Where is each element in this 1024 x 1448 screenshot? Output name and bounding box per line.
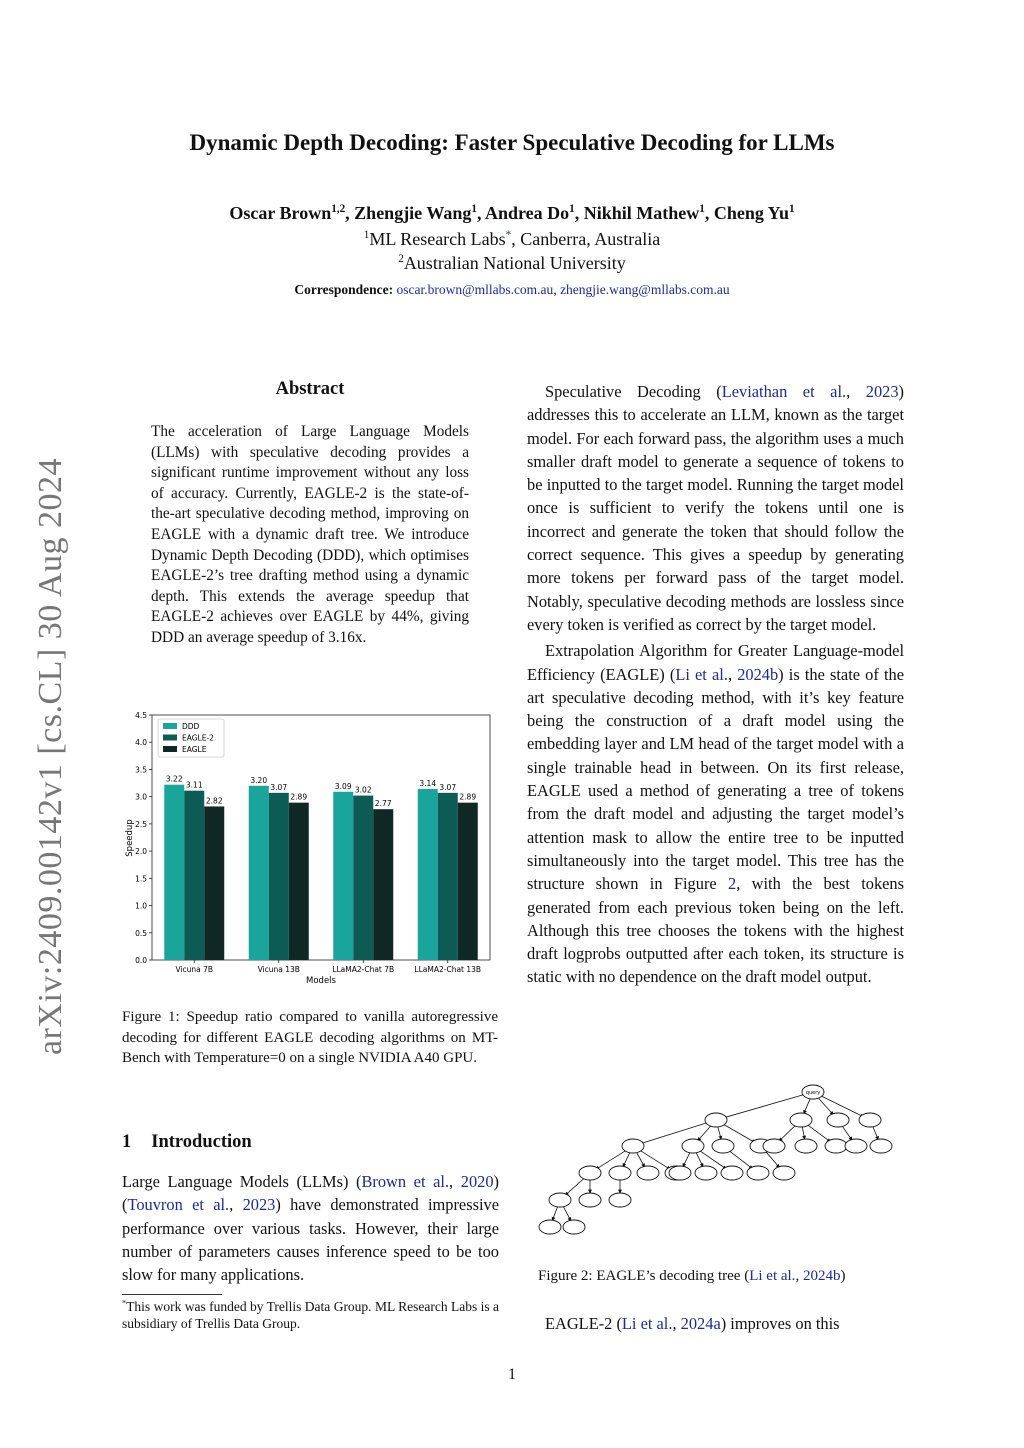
y-tick-label: 2.0 bbox=[135, 847, 147, 857]
tree-edge bbox=[802, 1126, 805, 1139]
right-column-text bbox=[527, 380, 904, 989]
email-link-2[interactable]: zhengjie.wang@mllabs.com.au bbox=[560, 282, 730, 297]
tree-node bbox=[773, 1166, 795, 1180]
tree-node bbox=[712, 1139, 734, 1153]
bar bbox=[204, 806, 224, 960]
tree-edge bbox=[683, 1151, 690, 1166]
bar-value-label: 2.89 bbox=[459, 792, 477, 802]
bar-value-label: 3.02 bbox=[354, 785, 372, 795]
legend-swatch bbox=[163, 723, 177, 729]
tree-node bbox=[539, 1220, 561, 1234]
p1-citation-link[interactable]: 2023 bbox=[865, 382, 899, 401]
eagle-decoding-tree-diagram bbox=[538, 1080, 910, 1250]
bar bbox=[184, 791, 204, 960]
tree-node bbox=[747, 1166, 769, 1180]
author-name: Zhengjie Wang$^1$ bbox=[354, 203, 477, 223]
p3-citation-link[interactable]: 2024a bbox=[680, 1314, 721, 1333]
speedup-bar-chart bbox=[118, 705, 500, 990]
y-axis bbox=[135, 711, 152, 965]
bar bbox=[249, 786, 269, 960]
intro-citation-link[interactable]: 2020 bbox=[460, 1172, 494, 1191]
email-link-1[interactable]: oscar.brown@mllabs.com.au bbox=[396, 282, 554, 297]
affiliation-2 bbox=[0, 253, 1024, 274]
paragraph-eagle bbox=[527, 639, 904, 988]
tree-edge bbox=[804, 1098, 811, 1114]
legend-label: DDD bbox=[182, 722, 200, 731]
p3-text: , bbox=[672, 1314, 681, 1333]
figure-1-caption: Figure 1: Speedup ratio compared to vanilla autoregressive decoding for different EAGLE decoding algorithms on MT-Bench with Temperature=0 on a single NVIDIA A40 GPU. bbox=[122, 1009, 498, 1066]
paper-title: Dynamic Depth Decoding: Faster Speculative Decoding for LLMs bbox=[189, 130, 835, 155]
intro-text: ) ( bbox=[122, 1172, 499, 1215]
affiliation-footnote-mark[interactable]: * bbox=[505, 229, 512, 241]
section-number: 1 bbox=[122, 1132, 132, 1152]
bar bbox=[438, 793, 458, 960]
bar bbox=[373, 809, 393, 960]
arxiv-identifier: arXiv:2409.00142v1 [cs.CL] 30 Aug 2024 bbox=[32, 458, 69, 1055]
tree-edge bbox=[636, 1151, 645, 1167]
x-tick-label: Vicuna 7B bbox=[175, 965, 214, 974]
footnote-text: This work was funded by Trellis Data Group. ML Research Labs is a subsidiary of Trellis Data Group. bbox=[122, 1299, 499, 1331]
section-heading-introduction bbox=[122, 1132, 252, 1153]
legend-swatch bbox=[163, 735, 177, 741]
correspondence-label: Correspondence: bbox=[294, 282, 394, 297]
tree-edge bbox=[552, 1206, 557, 1221]
affiliation-2-name: Australian National University bbox=[403, 253, 626, 273]
author-list: Oscar Brown$^{1,2}$, Zhengjie Wang$^1$, Andrea Do$^1$, Nikhil Mathew$^1$, Cheng Yu$^1$ bbox=[229, 203, 795, 223]
bar-value-label: 2.77 bbox=[374, 799, 392, 809]
footnote bbox=[122, 1298, 499, 1332]
tree-node bbox=[637, 1166, 659, 1180]
y-tick-label: 1.0 bbox=[135, 901, 147, 911]
intro-citation-link[interactable]: 2023 bbox=[242, 1195, 276, 1215]
bar-value-label: 3.09 bbox=[334, 781, 352, 791]
intro-text: , bbox=[449, 1172, 461, 1191]
tree-node bbox=[609, 1166, 631, 1180]
tree-edge bbox=[872, 1126, 878, 1140]
bar-value-label: 3.22 bbox=[165, 774, 183, 784]
tree-node bbox=[827, 1113, 849, 1127]
figure-2-caption bbox=[538, 1266, 910, 1287]
fig2-citation-link[interactable]: 2024b bbox=[802, 1268, 841, 1284]
author-name: Oscar Brown$^{1,2}$ bbox=[229, 203, 346, 223]
intro-text: ) have demonstrated impressive performance over various tasks. However, their large number of parameters causes inference speed to be too slow for many applications. bbox=[122, 1195, 499, 1285]
tree-node bbox=[682, 1139, 704, 1153]
y-tick-label: 4.0 bbox=[135, 738, 147, 748]
affiliation-1-number: 1 bbox=[363, 229, 370, 241]
author-affiliation-mark: 1 bbox=[699, 203, 705, 215]
p3-text: ) improves on this bbox=[720, 1314, 840, 1333]
intro-citation-link[interactable]: Brown et al. bbox=[361, 1172, 450, 1191]
p2-text: , with the best tokens generated from each previous token being on the left. Although this tree chooses the tokens with the highest draft logprobs outputted after each token, its structure is static with no dependence on the draft model output. bbox=[527, 874, 904, 987]
intro-text: Large Language Models (LLMs) ( bbox=[122, 1172, 362, 1191]
bar bbox=[333, 792, 353, 960]
page-number: 1 bbox=[508, 1366, 516, 1383]
tree-edge bbox=[623, 1151, 630, 1166]
y-tick-label: 1.5 bbox=[135, 874, 147, 884]
p1-text: Speculative Decoding ( bbox=[545, 382, 722, 401]
correspondence-line: Correspondence: oscar.brown@mllabs.com.au, zhengjie.wang@mllabs.com.au bbox=[294, 282, 730, 297]
bar-value-label: 3.14 bbox=[419, 779, 437, 789]
p1-text: ) addresses this to accelerate an LLM, known as the target model. For each forward pass, the algorithm uses a much smaller draft model to generate a sequence of tokens to be inputted to the target model. Running the target model once is sufficient to verify the tokens until one is incorrect and generate the token that should follow the correct sequence. This gives a speedup by generating more tokens per forward pass of the target model. Notably, speculative decoding methods are lossless since every token is verified as correct by the target model. bbox=[527, 382, 904, 634]
tree-node bbox=[825, 1139, 847, 1153]
p2-citation-link[interactable]: 2024b bbox=[737, 664, 779, 684]
tree-edge bbox=[638, 1149, 670, 1169]
intro-text: , bbox=[229, 1195, 243, 1215]
tree-edge bbox=[698, 1124, 712, 1140]
fig2-text: ) bbox=[840, 1268, 846, 1284]
paragraph-speculative-decoding bbox=[527, 380, 904, 636]
tree-node bbox=[859, 1113, 881, 1127]
bar bbox=[353, 796, 373, 960]
tree-node bbox=[705, 1113, 727, 1127]
y-axis-label: Speedup bbox=[125, 819, 135, 857]
footnote-mark: * bbox=[122, 1298, 127, 1308]
y-tick-label: 4.5 bbox=[135, 711, 147, 720]
tree-root-label: query bbox=[805, 1090, 821, 1096]
p2-citation-link[interactable]: 2 bbox=[728, 874, 737, 894]
tree-edge bbox=[718, 1126, 722, 1139]
tree-edge bbox=[841, 1125, 852, 1140]
bar-value-label: 3.20 bbox=[250, 775, 268, 785]
bar bbox=[418, 789, 438, 960]
p2-text: , bbox=[727, 664, 738, 684]
x-tick-label: Vicuna 13B bbox=[257, 965, 300, 974]
fig2-citation-link[interactable]: Li et al. bbox=[749, 1268, 796, 1284]
legend-swatch bbox=[163, 746, 177, 752]
x-axis-label: Models bbox=[306, 976, 336, 986]
p2-text: Extrapolation Algorithm for Greater Language-model Efficiency (EAGLE) ( bbox=[527, 641, 904, 684]
chart-legend bbox=[158, 719, 224, 757]
bar bbox=[164, 785, 184, 960]
x-tick-label: LLaMA2-Chat 7B bbox=[332, 965, 395, 974]
y-tick-label: 3.5 bbox=[135, 765, 147, 775]
tree-node bbox=[695, 1166, 717, 1180]
y-tick-label: 3.0 bbox=[135, 792, 147, 802]
affiliation-2-number: 2 bbox=[398, 253, 404, 265]
bar-value-label: 3.11 bbox=[185, 780, 203, 790]
p1-text: , bbox=[846, 382, 866, 401]
affiliation-1-location: , Canberra, Australia bbox=[511, 229, 661, 249]
tree-node bbox=[579, 1166, 601, 1180]
p3-citation-link[interactable]: Li et al. bbox=[621, 1314, 673, 1333]
bar-value-label: 3.07 bbox=[439, 782, 457, 792]
introduction-paragraph bbox=[122, 1170, 499, 1286]
bar bbox=[458, 803, 478, 960]
y-tick-label: 0.5 bbox=[135, 928, 147, 938]
bar-value-label: 3.07 bbox=[270, 782, 288, 792]
tree-node bbox=[669, 1166, 691, 1180]
section-title: Introduction bbox=[151, 1132, 252, 1152]
p1-citation-link[interactable]: Leviathan et al. bbox=[721, 382, 847, 401]
tree-edge bbox=[817, 1096, 833, 1114]
paragraph-eagle-2 bbox=[527, 1312, 904, 1335]
tree-node bbox=[763, 1139, 785, 1153]
tree-edge bbox=[563, 1205, 571, 1220]
tree-node bbox=[549, 1193, 571, 1207]
y-tick-label: 0.0 bbox=[135, 956, 147, 965]
y-tick-label: 2.5 bbox=[135, 819, 147, 829]
fig2-text: Figure 2: EAGLE’s decoding tree ( bbox=[538, 1268, 750, 1284]
tree-edge bbox=[696, 1151, 703, 1166]
bar bbox=[289, 803, 309, 960]
intro-citation-link[interactable]: Touvron et al. bbox=[127, 1195, 230, 1215]
author-name: Cheng Yu$^1$ bbox=[713, 203, 795, 223]
author-affiliation-mark: 1 bbox=[569, 203, 575, 215]
tree-node bbox=[790, 1113, 812, 1127]
tree-edge bbox=[779, 1124, 797, 1141]
tree-node bbox=[845, 1139, 867, 1153]
author-name: Andrea Do$^1$ bbox=[484, 203, 575, 223]
p2-text: ) is the state of the art speculative decoding method, with it’s key feature being the construction of a draft model using the embedding layer and LM head of the target model with a single trainable head in between. On its first release, EAGLE used a method of generating a tree of tokens from the draft model and adjusting the target model’s attention mask to allow the entire tree to be inputted simultaneously into the target model. This tree has the structure shown in Figure bbox=[527, 664, 904, 894]
author-affiliation-mark: 1 bbox=[789, 203, 795, 215]
tree-node bbox=[721, 1166, 743, 1180]
author-affiliation-mark: 1,2 bbox=[331, 203, 346, 215]
fig2-text: , bbox=[795, 1268, 803, 1284]
affiliation-1-name: ML Research Labs bbox=[369, 229, 506, 249]
bar-value-label: 2.89 bbox=[290, 792, 308, 802]
p2-citation-link[interactable]: Li et al. bbox=[675, 664, 728, 684]
tree-node bbox=[563, 1220, 585, 1234]
author-affiliation-mark: 1 bbox=[471, 203, 477, 215]
tree-edge bbox=[565, 1177, 585, 1195]
author-name: Nikhil Mathew$^1$ bbox=[583, 203, 705, 223]
abstract-text: The acceleration of Large Language Models (LLMs) with speculative decoding provides a significant runtime improvement without any loss of accuracy. Currently, EAGLE-2 is the state-of-the-art speculative decoding method, improving on EAGLE with a dynamic draft tree. We introduce Dynamic Depth Decoding (DDD), which optimises EAGLE-2’s tree drafting method using a dynamic depth. This extends the average speedup that EAGLE-2 achieves over EAGLE by 44%, giving DDD an average speedup of 3.16x. bbox=[151, 423, 469, 646]
abstract-heading: Abstract bbox=[275, 379, 345, 399]
affiliation-1 bbox=[0, 229, 1024, 250]
bar-series bbox=[164, 775, 478, 960]
x-axis bbox=[175, 960, 481, 974]
paragraph-eagle2-start bbox=[527, 1312, 904, 1335]
bar bbox=[269, 793, 289, 960]
tree-node bbox=[579, 1193, 601, 1207]
tree-node bbox=[622, 1139, 644, 1153]
bar-value-label: 2.82 bbox=[205, 796, 223, 806]
legend-label: EAGLE bbox=[182, 745, 207, 754]
x-tick-label: LLaMA2-Chat 13B bbox=[414, 965, 482, 974]
tree-node bbox=[795, 1139, 817, 1153]
tree-node bbox=[609, 1193, 631, 1207]
tree-node bbox=[870, 1139, 892, 1153]
p3-text: EAGLE-2 ( bbox=[545, 1314, 622, 1333]
legend-label: EAGLE-2 bbox=[182, 733, 214, 743]
footnote-rule bbox=[122, 1294, 222, 1295]
